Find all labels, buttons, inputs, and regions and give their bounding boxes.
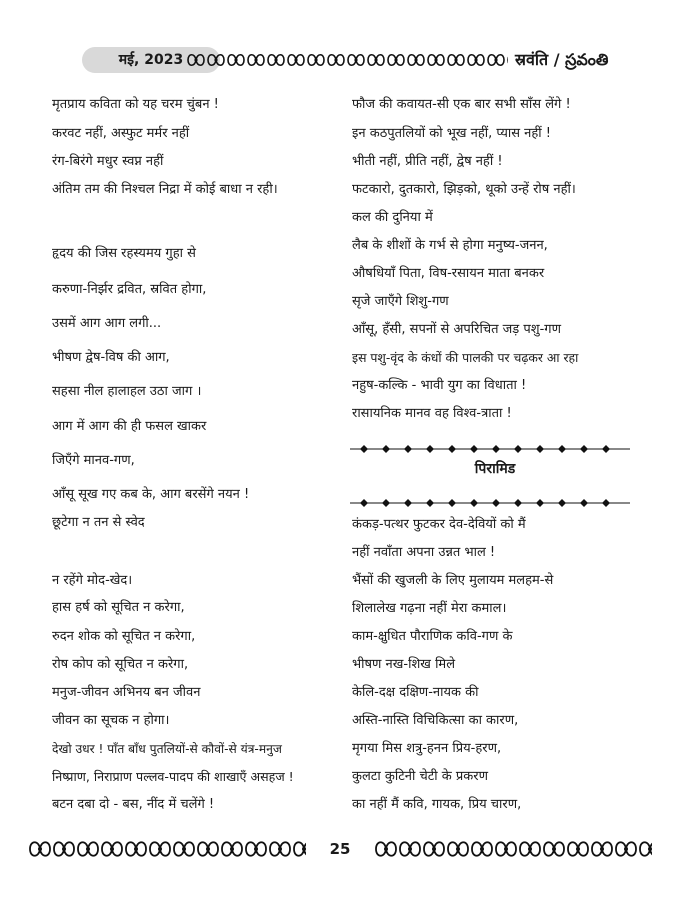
poem-line: अस्ति-नास्ति विचिकित्सा का कारण, [352,713,519,728]
magazine-title: स्रवंति / స్రవంతి [515,50,609,69]
poem-line: भीषण द्वेष-विष की आग, [52,350,170,365]
poem-line: भीती नहीं, प्रीति नहीं, द्वेष नहीं ! [352,154,503,169]
poem-line: मृगया मिस शत्रु-हनन प्रिय-हरण, [352,741,502,756]
poem-line: मनुज-जीवन अभिनय बन जीवन [52,685,201,700]
poem-line: बटन दबा दो - बस, नींद में चलेंगे ! [52,797,215,812]
poem-line: काम-क्षुधित पौराणिक कवि-गण के [352,629,513,644]
poem-line: भीषण नख-शिख मिले [352,657,456,672]
poem-line: करवट नहीं, अस्फुट मर्मर नहीं [52,126,190,141]
footer-ornament-left [28,835,306,863]
right-column-bottom [352,515,652,815]
issue-date: मई, 2023 [82,47,220,73]
poem-line: जिएँगे मानव-गण, [52,453,135,468]
poem-line: आँसू, हँसी, सपनों से अपरिचित जड़ पशु-गण [352,322,561,337]
poem-line: हृदय की जिस रहस्यमय गुहा से [52,246,196,261]
poem-line: का नहीं मैं कवि, गायक, प्रिय चारण, [352,797,522,812]
poem-line: आँसू सूख गए कब के, आग बरसेंगे नयन ! [52,487,250,502]
poem-line: अंतिम तम की निश्चल निद्रा में कोई बाधा न रही। [52,182,278,197]
right-column-top [352,95,652,425]
footer-ornament-right [374,835,652,863]
poem-line: रुदन शोक को सूचित न करेगा, [52,629,196,644]
poem-line: सहसा नील हालाहल उठा जाग । [52,384,202,399]
poem-line: भैंसों की खुजली के लिए मुलायम मलहम-से [352,573,554,588]
poem-line: फटकारो, दुतकारो, झिड़को, थूको उन्हें रोष नहीं। [352,182,576,197]
poem-line: निष्प्राण, निराप्राण पल्लव-पादप की शाखाएँ असहज ! [52,769,294,784]
footer-ornament-svg [28,835,306,863]
poem-line: लैब के शीशों के गर्भ से होगा मनुष्य-जनन, [352,238,548,253]
poem-line: औषधियाँ पिता, विष-रसायन माता बनकर [352,266,545,281]
poem-line: सृजे जाएँगे शिशु-गण [352,294,449,309]
poem-line: कुलटा कुटिनी चेटी के प्रकरण [352,769,488,784]
diamond-divider-bottom [350,494,630,506]
poem-line: शिलालेख गढ़ना नहीं मेरा कमाल। [352,601,507,616]
poem-line: मृतप्राय कविता को यह चरम चुंबन ! [52,97,219,112]
poem-line: रंग-बिरंगे मधुर स्वप्न नहीं [52,154,164,169]
diamond-divider-svg [350,497,630,509]
poem-line: नहीं नवाँता अपना उन्नत भाल ! [352,545,496,560]
poem-line: जीवन का सूचक न होगा। [52,713,170,728]
poem-line: इस पशु-वृंद के कंधों की पालकी पर चढ़कर आ रहा [352,350,579,365]
page-number: 25 [329,840,351,858]
left-column [52,95,342,825]
section-title: पिरामिड [474,461,516,477]
poem-line: रासायनिक मानव वह विश्व-त्राता ! [352,406,512,421]
poem-line: फौज की कवायत-सी एक बार सभी साँस लेंगे ! [352,97,571,112]
page-header [30,47,654,73]
poem-line: हास हर्ष को सूचित न करेगा, [52,600,185,615]
poem-line: रोष कोप को सूचित न करेगा, [52,657,189,672]
poem-line: न रहेंगे मोद-खेद। [52,573,133,588]
poem-line: नहुष-कल्कि - भावी युग का विधाता ! [352,378,527,393]
poem-line: केलि-दक्ष दक्षिण-नायक की [352,685,479,700]
header-ornament-svg [186,50,508,70]
poem-line: उसमें आग आग लगी... [52,316,162,331]
poem-line: देखो उधर ! पाँत बाँध पुतलियों-से कौवों-से यंत्र-मनुज [52,742,282,756]
poem-line: इन कठपुतलियों को भूख नहीं, प्यास नहीं ! [352,126,551,141]
footer-ornament-svg [374,835,652,863]
header-ornament-border [186,50,508,70]
poem-line: करुणा-निर्झर द्रवित, स्रवित होगा, [52,282,207,297]
diamond-divider-svg [350,443,630,455]
poem-line: छूटेगा न तन से स्वेद [52,515,145,530]
poem-line: आग में आग की ही फसल खाकर [52,419,207,434]
poem-line: कंकड़-पत्थर फुटकर देव-देवियों को मैं [352,517,526,532]
poem-line: कल की दुनिया में [352,210,433,225]
diamond-divider-top [350,440,630,452]
